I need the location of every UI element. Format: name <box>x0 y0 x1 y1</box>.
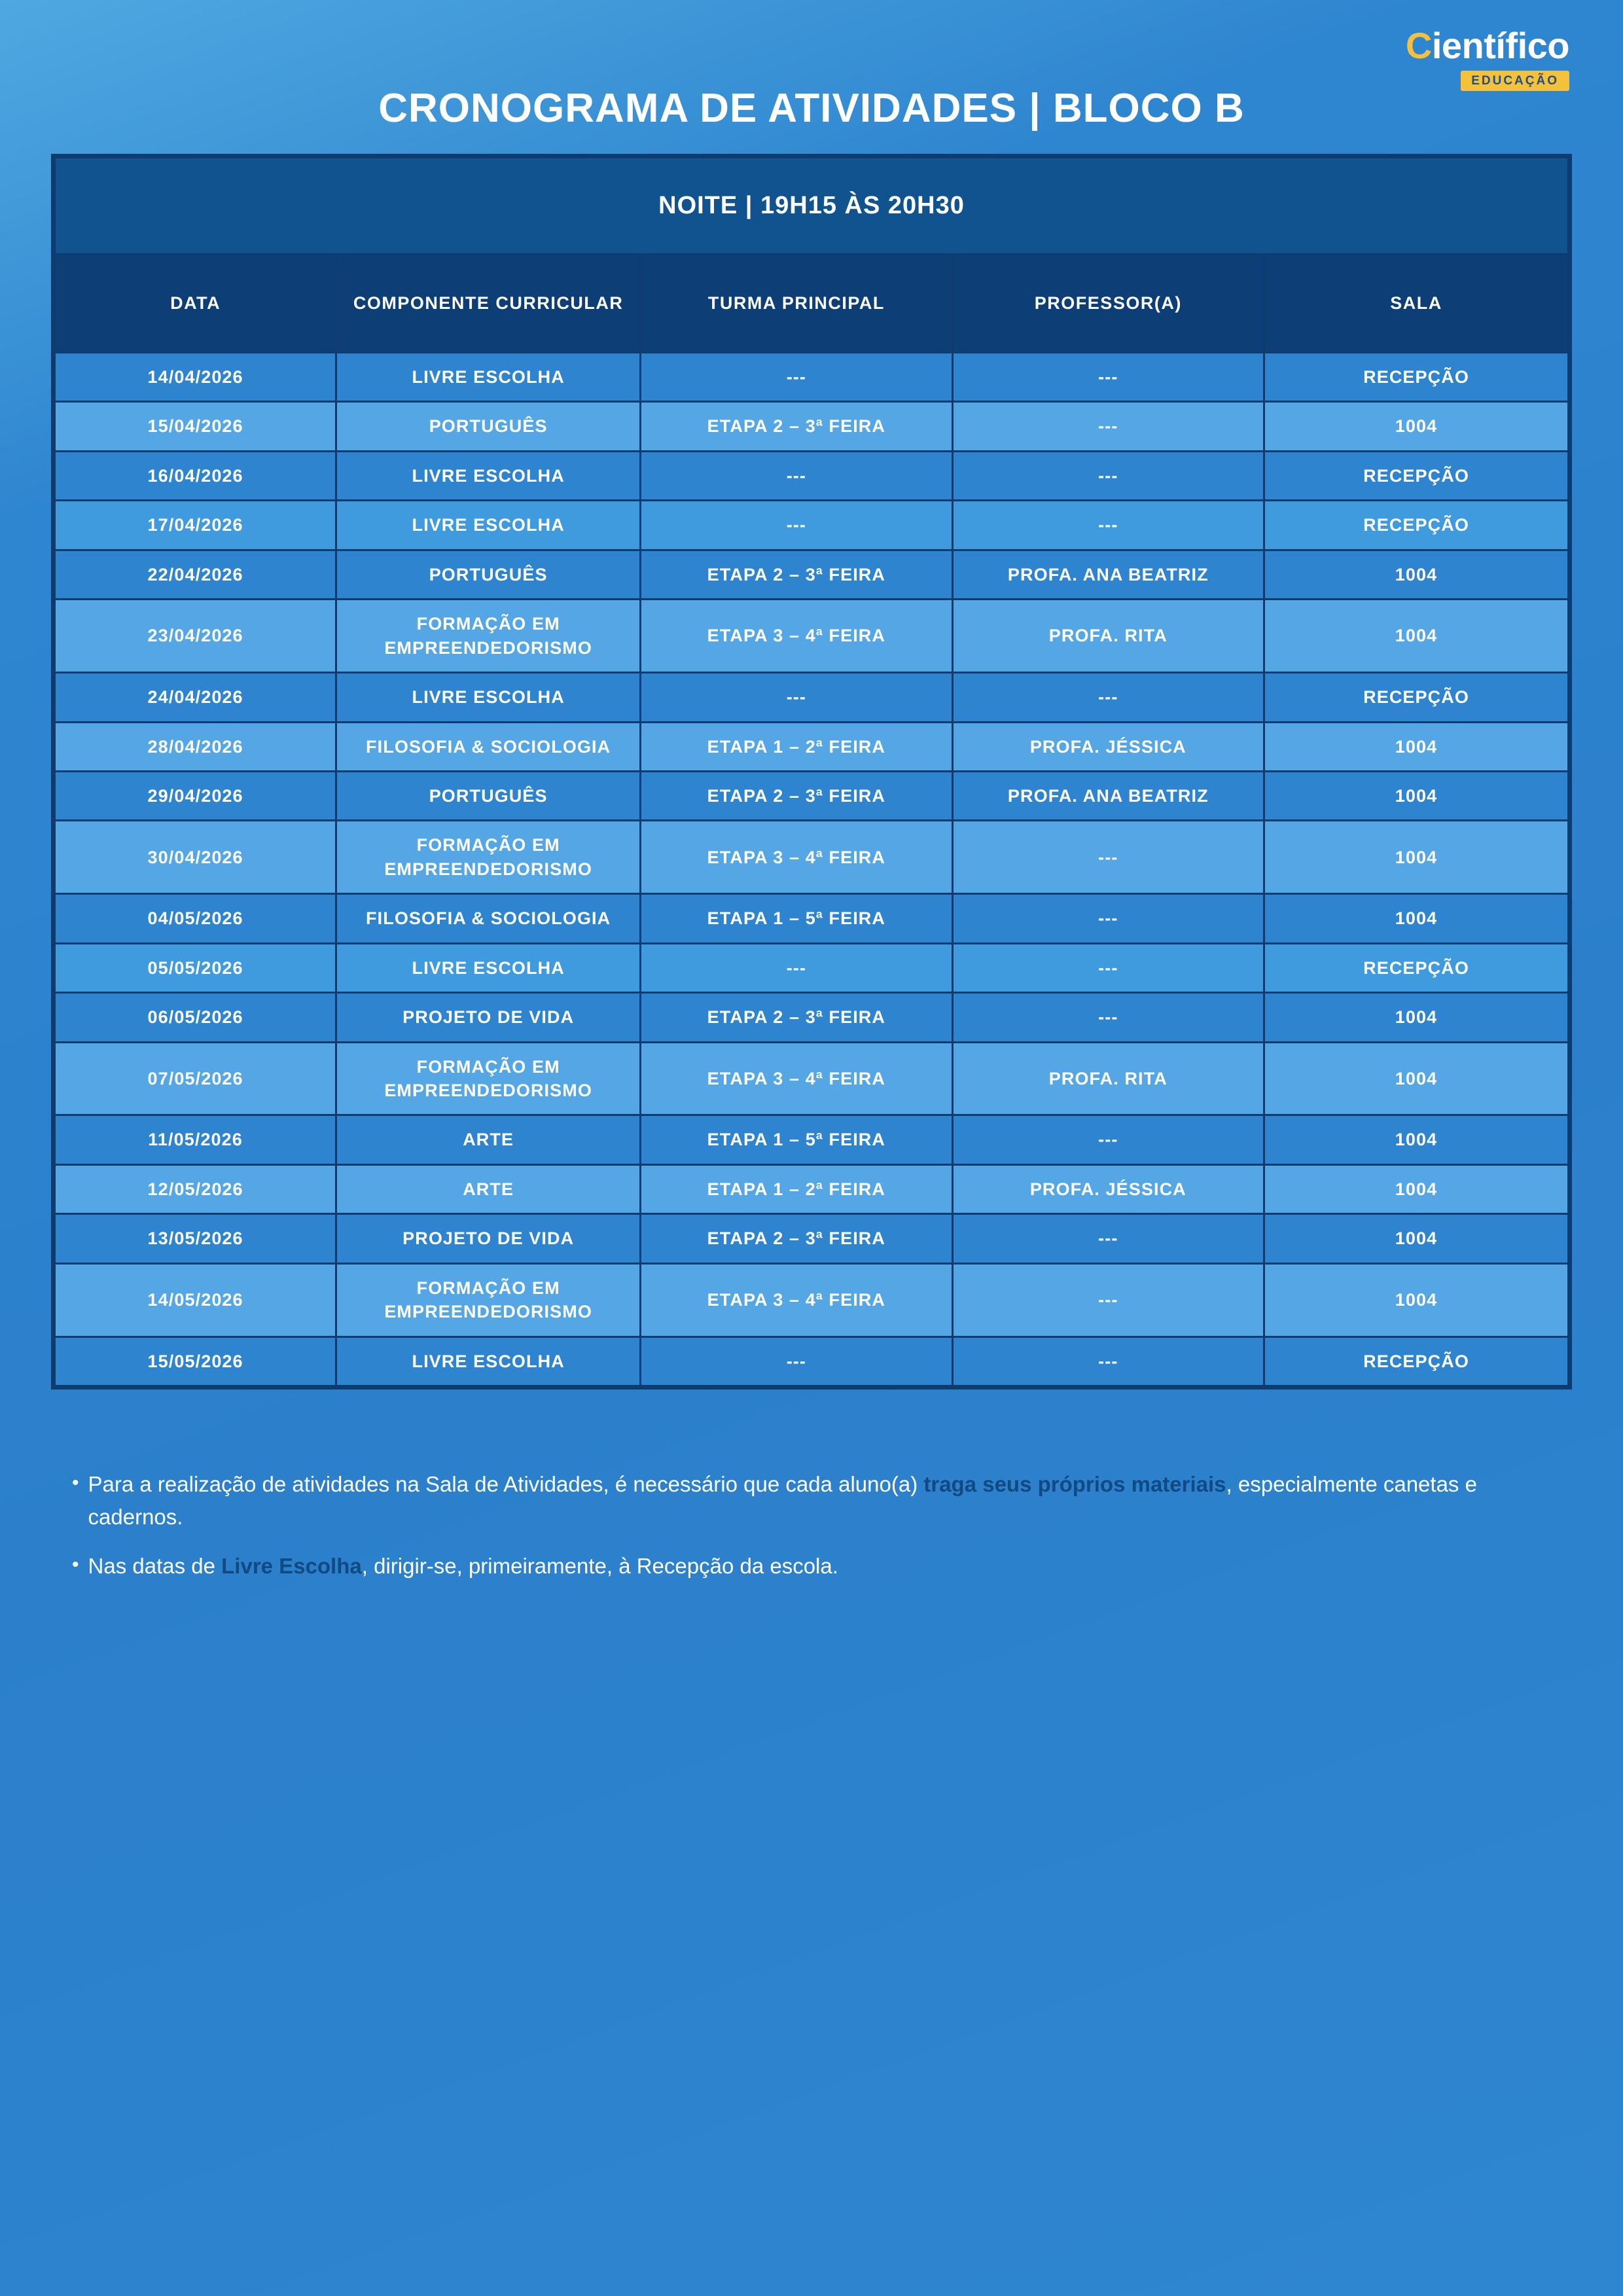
cell-data: 17/04/2026 <box>55 501 336 550</box>
cell-componente: PROJETO DE VIDA <box>336 1214 641 1263</box>
cell-data: 07/05/2026 <box>55 1042 336 1115</box>
cell-turma: ETAPA 1 – 2ª FEIRA <box>641 1164 952 1213</box>
cell-data: 12/05/2026 <box>55 1164 336 1213</box>
note-text <box>88 1468 1538 1533</box>
column-header-componente: COMPONENTE CURRICULAR <box>336 255 641 353</box>
cell-turma: --- <box>641 943 952 992</box>
cell-turma: ETAPA 2 – 3ª FEIRA <box>641 1214 952 1263</box>
cell-professor: --- <box>952 1336 1264 1386</box>
cell-sala: RECEPÇÃO <box>1264 501 1569 550</box>
table-row <box>55 402 1569 451</box>
column-header-sala: SALA <box>1264 255 1569 353</box>
cell-turma: ETAPA 1 – 5ª FEIRA <box>641 1115 952 1164</box>
cell-componente: LIVRE ESCOLHA <box>336 501 641 550</box>
cell-data: 11/05/2026 <box>55 1115 336 1164</box>
cell-data: 23/04/2026 <box>55 600 336 673</box>
cell-data: 15/05/2026 <box>55 1336 336 1386</box>
table-row <box>55 943 1569 992</box>
schedule-table <box>51 154 1572 1390</box>
cell-componente: PORTUGUÊS <box>336 402 641 451</box>
cell-data: 29/04/2026 <box>55 771 336 820</box>
bullet-icon: • <box>72 1554 79 1576</box>
table-row <box>55 1336 1569 1386</box>
cell-turma: --- <box>641 353 952 402</box>
note-text-part1: Nas datas de <box>88 1554 222 1579</box>
table-row <box>55 501 1569 550</box>
cell-componente: FORMAÇÃO EM EMPREENDEDORISMO <box>336 1263 641 1336</box>
notes-section <box>51 1468 1572 1583</box>
cell-sala: 1004 <box>1264 600 1569 673</box>
table-header <box>55 255 1569 353</box>
cell-turma: --- <box>641 673 952 722</box>
cell-componente: LIVRE ESCOLHA <box>336 1336 641 1386</box>
cell-professor: --- <box>952 501 1264 550</box>
cell-turma: ETAPA 2 – 3ª FEIRA <box>641 771 952 820</box>
cell-turma: ETAPA 1 – 5ª FEIRA <box>641 894 952 943</box>
cell-data: 15/04/2026 <box>55 402 336 451</box>
cell-sala: 1004 <box>1264 894 1569 943</box>
brand-tagline: EDUCAÇÃO <box>1461 71 1569 91</box>
cell-data: 05/05/2026 <box>55 943 336 992</box>
cell-componente: FORMAÇÃO EM EMPREENDEDORISMO <box>336 821 641 894</box>
cell-professor: PROFA. RITA <box>952 600 1264 673</box>
cell-sala: 1004 <box>1264 1164 1569 1213</box>
cell-professor: --- <box>952 943 1264 992</box>
cell-sala: 1004 <box>1264 1214 1569 1263</box>
table-row <box>55 600 1569 673</box>
cell-componente: FORMAÇÃO EM EMPREENDEDORISMO <box>336 600 641 673</box>
table-row <box>55 722 1569 771</box>
note-text-part1: Para a realização de atividades na Sala de Atividades, é necessário que cada aluno(a) <box>88 1472 924 1497</box>
cell-componente: FILOSOFIA & SOCIOLOGIA <box>336 894 641 943</box>
cell-componente: FORMAÇÃO EM EMPREENDEDORISMO <box>336 1042 641 1115</box>
cell-sala: 1004 <box>1264 402 1569 451</box>
brand-name <box>1308 27 1569 64</box>
cell-professor: --- <box>952 353 1264 402</box>
cell-data: 04/05/2026 <box>55 894 336 943</box>
cell-data: 22/04/2026 <box>55 550 336 599</box>
cell-turma: --- <box>641 1336 952 1386</box>
cell-turma: ETAPA 2 – 3ª FEIRA <box>641 550 952 599</box>
cell-sala: RECEPÇÃO <box>1264 353 1569 402</box>
cell-componente: PORTUGUÊS <box>336 771 641 820</box>
cell-sala: 1004 <box>1264 1042 1569 1115</box>
table-row <box>55 1164 1569 1213</box>
cell-data: 24/04/2026 <box>55 673 336 722</box>
cell-professor: --- <box>952 673 1264 722</box>
cell-turma: ETAPA 1 – 2ª FEIRA <box>641 722 952 771</box>
cell-professor: --- <box>952 402 1264 451</box>
cell-sala: RECEPÇÃO <box>1264 1336 1569 1386</box>
column-header-data: DATA <box>55 255 336 353</box>
cell-sala: 1004 <box>1264 1115 1569 1164</box>
cell-sala: 1004 <box>1264 993 1569 1042</box>
cell-professor: PROFA. RITA <box>952 1042 1264 1115</box>
cell-turma: ETAPA 3 – 4ª FEIRA <box>641 600 952 673</box>
cell-turma: ETAPA 2 – 3ª FEIRA <box>641 993 952 1042</box>
cell-data: 30/04/2026 <box>55 821 336 894</box>
table-row <box>55 821 1569 894</box>
table-row <box>55 993 1569 1042</box>
cell-professor: --- <box>952 993 1264 1042</box>
page-title: CRONOGRAMA DE ATIVIDADES | BLOCO B <box>378 86 1245 131</box>
note-highlight: Livre Escolha <box>221 1554 362 1579</box>
table-row <box>55 771 1569 820</box>
cell-turma: ETAPA 2 – 3ª FEIRA <box>641 402 952 451</box>
cell-data: 13/05/2026 <box>55 1214 336 1263</box>
cell-sala: 1004 <box>1264 821 1569 894</box>
note-text-part2: , dirigir-se, primeiramente, à Recepção da escola. <box>361 1554 838 1579</box>
table-row <box>55 550 1569 599</box>
shift-bar-row <box>55 158 1569 255</box>
cell-professor: --- <box>952 1214 1264 1263</box>
table-body <box>55 353 1569 1386</box>
bullet-icon: • <box>72 1472 79 1494</box>
cell-turma: --- <box>641 501 952 550</box>
cell-sala: RECEPÇÃO <box>1264 451 1569 500</box>
cell-sala: 1004 <box>1264 550 1569 599</box>
cell-data: 14/04/2026 <box>55 353 336 402</box>
cell-componente: ARTE <box>336 1164 641 1213</box>
note-item <box>72 1550 1538 1583</box>
cell-data: 28/04/2026 <box>55 722 336 771</box>
cell-data: 06/05/2026 <box>55 993 336 1042</box>
brand-name-initial: C <box>1405 25 1432 66</box>
note-text <box>88 1550 838 1583</box>
cell-sala: 1004 <box>1264 771 1569 820</box>
table-row <box>55 1263 1569 1336</box>
cell-turma: ETAPA 3 – 4ª FEIRA <box>641 1263 952 1336</box>
cell-professor: --- <box>952 451 1264 500</box>
table-row <box>55 451 1569 500</box>
cell-professor: --- <box>952 894 1264 943</box>
cell-turma: --- <box>641 451 952 500</box>
column-header-turma: TURMA PRINCIPAL <box>641 255 952 353</box>
cell-professor: PROFA. ANA BEATRIZ <box>952 771 1264 820</box>
cell-professor: --- <box>952 1263 1264 1336</box>
cell-sala: RECEPÇÃO <box>1264 943 1569 992</box>
table-row <box>55 673 1569 722</box>
table-row <box>55 1115 1569 1164</box>
cell-professor: PROFA. JÉSSICA <box>952 1164 1264 1213</box>
cell-data: 16/04/2026 <box>55 451 336 500</box>
cell-sala: 1004 <box>1264 722 1569 771</box>
cell-turma: ETAPA 3 – 4ª FEIRA <box>641 1042 952 1115</box>
cell-componente: PORTUGUÊS <box>336 550 641 599</box>
cell-professor: --- <box>952 821 1264 894</box>
cell-componente: LIVRE ESCOLHA <box>336 451 641 500</box>
column-header-professor: PROFESSOR(A) <box>952 255 1264 353</box>
brand-name-rest: ientífico <box>1431 25 1569 66</box>
cell-componente: ARTE <box>336 1115 641 1164</box>
shift-bar-label: NOITE | 19H15 ÀS 20H30 <box>55 158 1569 255</box>
table-header-row <box>55 255 1569 353</box>
cell-professor: PROFA. ANA BEATRIZ <box>952 550 1264 599</box>
note-item <box>72 1468 1538 1533</box>
table-row <box>55 353 1569 402</box>
cell-professor: --- <box>952 1115 1264 1164</box>
table-row <box>55 894 1569 943</box>
cell-professor: PROFA. JÉSSICA <box>952 722 1264 771</box>
cell-turma: ETAPA 3 – 4ª FEIRA <box>641 821 952 894</box>
cell-componente: LIVRE ESCOLHA <box>336 673 641 722</box>
note-highlight: traga seus próprios materiais <box>923 1472 1226 1497</box>
note-text-part2: , especialmente canetas e cadernos. <box>88 1472 1477 1529</box>
cell-componente: LIVRE ESCOLHA <box>336 353 641 402</box>
table-row <box>55 1042 1569 1115</box>
table-row <box>55 1214 1569 1263</box>
cell-componente: FILOSOFIA & SOCIOLOGIA <box>336 722 641 771</box>
cell-sala: RECEPÇÃO <box>1264 673 1569 722</box>
brand-logo <box>1308 27 1569 91</box>
cell-componente: PROJETO DE VIDA <box>336 993 641 1042</box>
cell-data: 14/05/2026 <box>55 1263 336 1336</box>
cell-componente: LIVRE ESCOLHA <box>336 943 641 992</box>
cell-sala: 1004 <box>1264 1263 1569 1336</box>
